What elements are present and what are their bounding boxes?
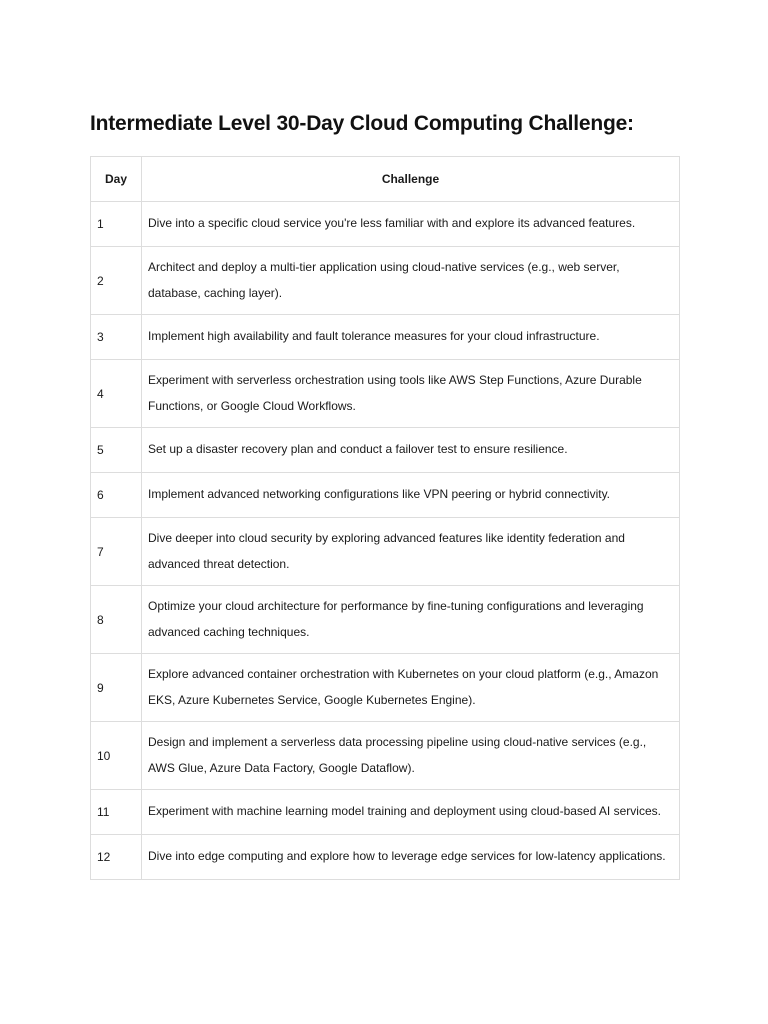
challenge-cell: Optimize your cloud architecture for performance by fine-tuning configurations and leveraging advanced caching techniques.	[142, 586, 680, 654]
table-row	[91, 518, 680, 586]
header-challenge: Challenge	[142, 157, 680, 202]
challenge-cell: Implement advanced networking configurations like VPN peering or hybrid connectivity.	[142, 473, 680, 518]
challenge-cell: Experiment with machine learning model training and deployment using cloud-based AI services.	[142, 790, 680, 835]
challenge-cell: Experiment with serverless orchestration using tools like AWS Step Functions, Azure Durable Functions, or Google Cloud Workflows.	[142, 360, 680, 428]
table-row	[91, 428, 680, 473]
header-day: Day	[91, 157, 142, 202]
day-cell: 10	[91, 722, 142, 790]
day-cell: 8	[91, 586, 142, 654]
table-row	[91, 790, 680, 835]
challenge-cell: Set up a disaster recovery plan and conduct a failover test to ensure resilience.	[142, 428, 680, 473]
page-title: Intermediate Level 30-Day Cloud Computing Challenge:	[90, 112, 634, 135]
challenge-cell: Dive into a specific cloud service you're less familiar with and explore its advanced features.	[142, 202, 680, 247]
day-cell: 12	[91, 835, 142, 880]
challenge-cell: Architect and deploy a multi-tier application using cloud-native services (e.g., web server, database, caching layer).	[142, 247, 680, 315]
challenge-table	[90, 156, 680, 880]
table-row	[91, 202, 680, 247]
table-row	[91, 586, 680, 654]
table-row	[91, 473, 680, 518]
table-header-row	[91, 157, 680, 202]
table-row	[91, 654, 680, 722]
day-cell: 11	[91, 790, 142, 835]
day-cell: 1	[91, 202, 142, 247]
day-cell: 2	[91, 247, 142, 315]
day-cell: 7	[91, 518, 142, 586]
table-row	[91, 315, 680, 360]
table-row	[91, 360, 680, 428]
challenge-cell: Dive deeper into cloud security by exploring advanced features like identity federation and advanced threat detection.	[142, 518, 680, 586]
table-row	[91, 835, 680, 880]
challenge-cell: Implement high availability and fault tolerance measures for your cloud infrastructure.	[142, 315, 680, 360]
challenge-cell: Explore advanced container orchestration with Kubernetes on your cloud platform (e.g., Amazon EKS, Azure Kubernetes Service, Google Kubernetes Engine).	[142, 654, 680, 722]
day-cell: 4	[91, 360, 142, 428]
challenge-cell: Dive into edge computing and explore how to leverage edge services for low-latency applications.	[142, 835, 680, 880]
challenge-cell: Design and implement a serverless data processing pipeline using cloud-native services (e.g., AWS Glue, Azure Data Factory, Google Dataflow).	[142, 722, 680, 790]
day-cell: 9	[91, 654, 142, 722]
table-row	[91, 247, 680, 315]
day-cell: 6	[91, 473, 142, 518]
day-cell: 5	[91, 428, 142, 473]
day-cell: 3	[91, 315, 142, 360]
table-row	[91, 722, 680, 790]
